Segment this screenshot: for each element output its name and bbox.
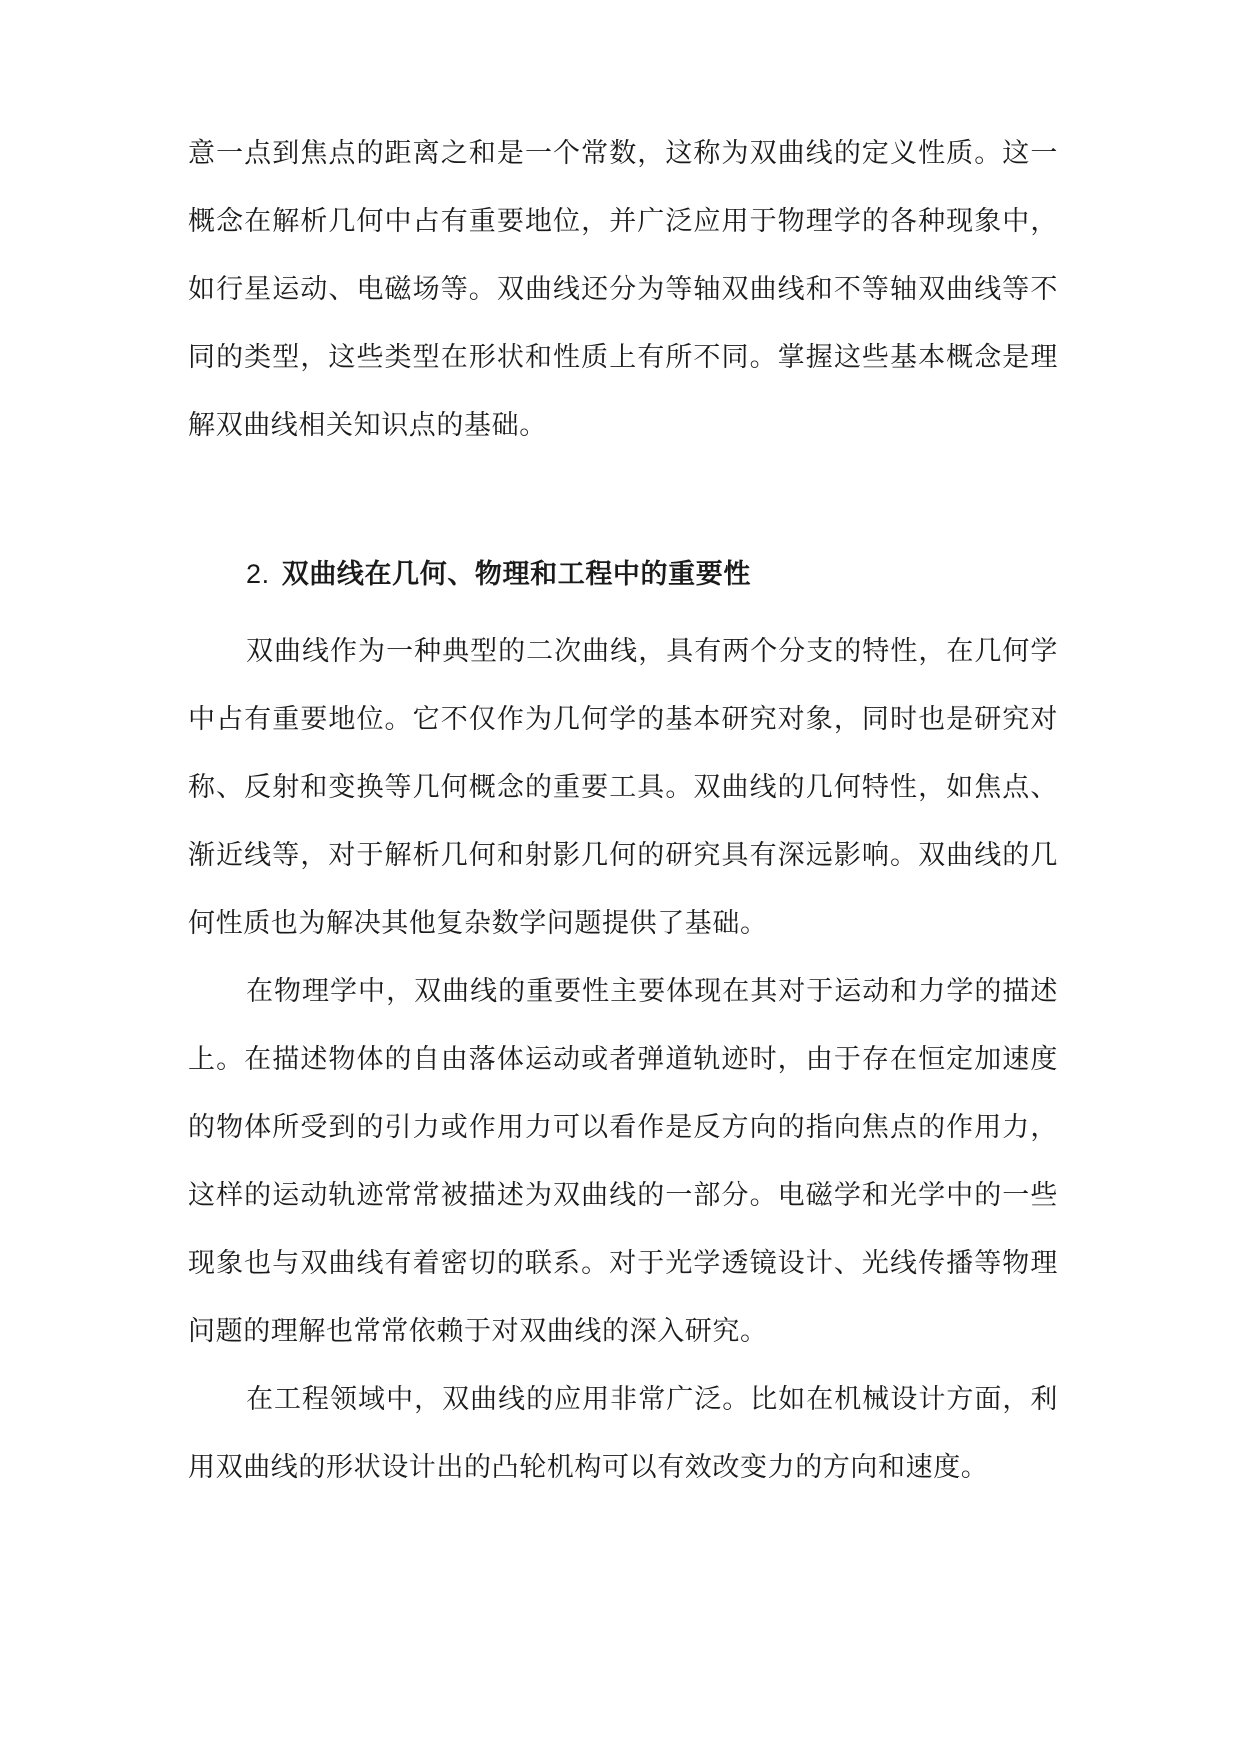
paragraph-physics: 在物理学中，双曲线的重要性主要体现在其对于运动和力学的描述上。在描述物体的自由落体运动或者弹道轨迹时，由于存在恒定加速度的物体所受到的引力或作用力可以看作是反方向的指向焦点的作用力，这样的运动轨迹常常被描述为双曲线的一部分。电磁学和光学中的一些现象也与双曲线有着密切的联系。对于光学透镜设计、光线传播等物理问题的理解也常常依赖于对双曲线的深入研究。 [188,976,1058,1347]
body-text-block [188,618,1058,1502]
section-number: 2. [246,559,270,589]
paragraph-geometry: 双曲线作为一种典型的二次曲线，具有两个分支的特性，在几何学中占有重要地位。它不仅作为几何学的基本研究对象，同时也是研究对称、反射和变换等几何概念的重要工具。双曲线的几何特性，如焦点、渐近线等，对于解析几何和射影几何的研究具有深远影响。双曲线的几何性质也为解决其他复杂数学问题提供了基础。 [188,636,1058,939]
paragraph-engineering: 在工程领域中，双曲线的应用非常广泛。比如在机械设计方面，利用双曲线的形状设计出的凸轮机构可以有效改变力的方向和速度。 [188,1384,1058,1483]
intro-text-block [188,120,1058,460]
section-title: 双曲线在几何、物理和工程中的重要性 [281,559,751,590]
section-heading [246,550,751,599]
intro-paragraph: 意一点到焦点的距离之和是一个常数，这称为双曲线的定义性质。这一概念在解析几何中占有重要地位，并广泛应用于物理学的各种现象中，如行星运动、电磁场等。双曲线还分为等轴双曲线和不等轴双曲线等不同的类型，这些类型在形状和性质上有所不同。掌握这些基本概念是理解双曲线相关知识点的基础。 [188,138,1058,441]
